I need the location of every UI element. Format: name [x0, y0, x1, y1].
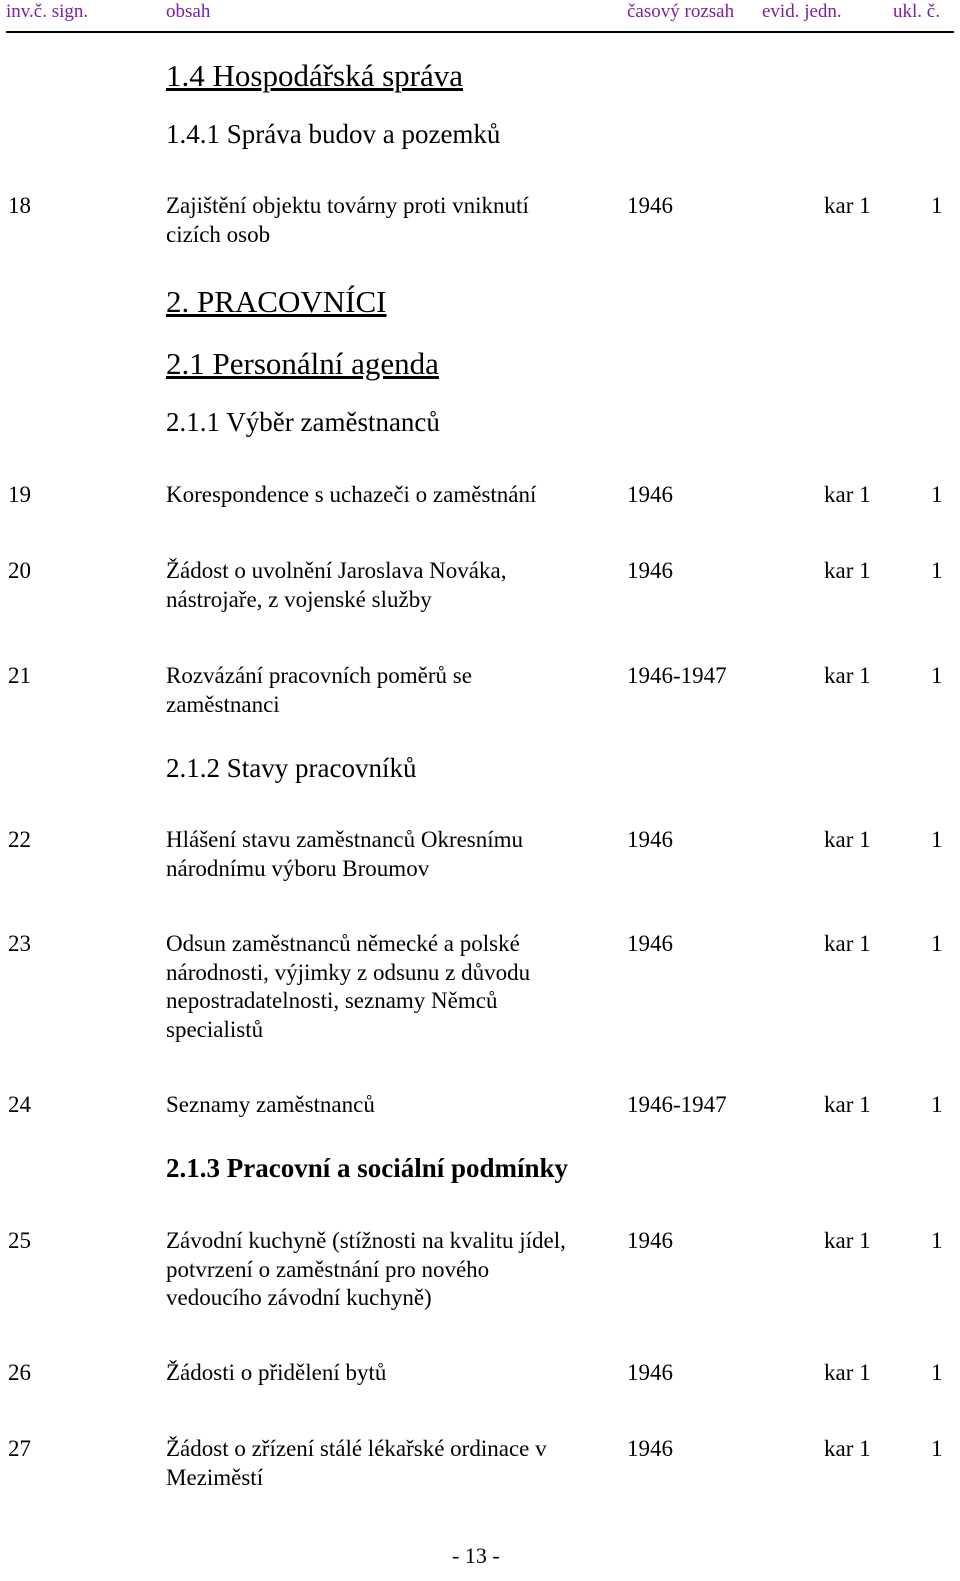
desc-line: cizích osob [166, 221, 271, 247]
desc-line: Korespondence s uchazeči o zaměstnání [166, 482, 537, 507]
row-unit: kar 1 [824, 482, 871, 507]
heading-2-1: 2.1 Personální agenda [166, 346, 439, 381]
row-date: 1946-1947 [627, 663, 727, 688]
row-ukl: 1 [931, 663, 943, 688]
row-unit: kar 1 [824, 193, 871, 218]
desc-line: nepostradatelnosti, seznamy Němců [166, 988, 498, 1013]
row-description [166, 826, 616, 883]
desc-line: specialistů [166, 1016, 264, 1042]
row-ukl: 1 [931, 193, 943, 218]
row-number: 19 [8, 482, 31, 507]
row-description [166, 1227, 616, 1313]
desc-line: Meziměstí [166, 1464, 264, 1490]
row-number: 25 [8, 1228, 31, 1253]
desc-line: Závodní kuchyně (stížnosti na kvalitu jídel, [166, 1228, 566, 1253]
row-description [166, 930, 616, 1044]
row-number: 22 [8, 827, 31, 852]
desc-line: Žádost o zřízení stálé lékařské ordinace v [166, 1436, 547, 1461]
desc-line: vedoucího závodní kuchyně) [166, 1285, 432, 1310]
header-col-evid: evid. jedn. [762, 1, 842, 22]
header-divider [6, 31, 954, 33]
row-unit: kar 1 [824, 1360, 871, 1385]
row-description [166, 1091, 616, 1120]
desc-line: národnímu výboru Broumov [166, 855, 430, 881]
row-unit: kar 1 [824, 558, 871, 583]
row-date: 1946 [627, 482, 673, 507]
page-number: - 13 - [452, 1543, 500, 1568]
row-unit: kar 1 [824, 1436, 871, 1461]
row-date: 1946 [627, 558, 673, 583]
heading-2: 2. PRACOVNÍCI [166, 284, 387, 319]
desc-line: nástrojaře, z vojenské služby [166, 586, 432, 612]
row-number: 26 [8, 1360, 31, 1385]
row-description [166, 1359, 616, 1388]
row-number: 21 [8, 663, 31, 688]
row-date: 1946 [627, 1228, 673, 1253]
header-col-ukl: ukl. č. [893, 1, 940, 22]
row-number: 18 [8, 193, 31, 218]
row-ukl: 1 [931, 1228, 943, 1253]
heading-2-1-2: 2.1.2 Stavy pracovníků [166, 753, 417, 783]
heading-1-4-1: 1.4.1 Správa budov a pozemků [166, 119, 501, 149]
row-ukl: 1 [931, 482, 943, 507]
row-number: 27 [8, 1436, 31, 1461]
row-description [166, 557, 616, 614]
header-col-rozsah: časový rozsah [627, 1, 735, 22]
desc-line: Žádosti o přidělení bytů [166, 1360, 387, 1385]
desc-line: potvrzení o zaměstnání pro nového [166, 1256, 490, 1282]
header-col-obsah: obsah [166, 1, 211, 22]
row-date: 1946 [627, 1360, 673, 1385]
heading-1-4: 1.4 Hospodářská správa [166, 58, 464, 93]
desc-line: Odsun zaměstnanců německé a polské [166, 931, 520, 956]
row-date: 1946 [627, 193, 673, 218]
row-unit: kar 1 [824, 663, 871, 688]
row-description [166, 192, 616, 249]
row-ukl: 1 [931, 558, 943, 583]
row-unit: kar 1 [824, 931, 871, 956]
row-ukl: 1 [931, 1360, 943, 1385]
row-number: 24 [8, 1092, 31, 1117]
desc-line: Zajištění objektu továrny proti vniknutí [166, 193, 529, 218]
row-ukl: 1 [931, 1092, 943, 1117]
desc-line: Rozvázání pracovních poměrů se [166, 663, 472, 688]
desc-line: zaměstnanci [166, 691, 280, 717]
desc-line: Hlášení stavu zaměstnanců Okresnímu [166, 827, 524, 852]
row-date: 1946 [627, 827, 673, 852]
desc-line: národnosti, výjimky z odsunu z důvodu [166, 959, 531, 985]
row-ukl: 1 [931, 827, 943, 852]
row-unit: kar 1 [824, 1228, 871, 1253]
desc-line: Žádost o uvolnění Jaroslava Nováka, [166, 558, 507, 583]
row-unit: kar 1 [824, 1092, 871, 1117]
row-description [166, 662, 616, 719]
row-date: 1946-1947 [627, 1092, 727, 1117]
row-ukl: 1 [931, 1436, 943, 1461]
row-ukl: 1 [931, 931, 943, 956]
row-description [166, 481, 616, 510]
row-number: 20 [8, 558, 31, 583]
row-number: 23 [8, 931, 31, 956]
row-description [166, 1435, 616, 1492]
row-date: 1946 [627, 1436, 673, 1461]
heading-2-1-3: 2.1.3 Pracovní a sociální podmínky [166, 1153, 569, 1183]
header-col-inv: inv.č. sign. [6, 1, 89, 22]
row-date: 1946 [627, 931, 673, 956]
heading-2-1-1: 2.1.1 Výběr zaměstnanců [166, 407, 440, 437]
row-unit: kar 1 [824, 827, 871, 852]
desc-line: Seznamy zaměstnanců [166, 1092, 375, 1117]
